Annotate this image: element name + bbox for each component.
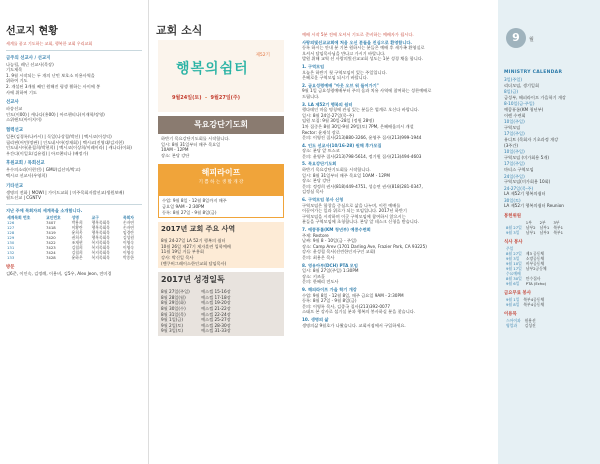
major-ministry-title: 2017년 교회 주요 사역 bbox=[158, 222, 284, 236]
happy-life-line: 금요일 9AM - 2:30PM bbox=[162, 203, 205, 209]
service-cell: 9월 17일 bbox=[506, 266, 522, 272]
service-cell: 남부3 bbox=[539, 230, 550, 236]
table-cell: 이영숙 bbox=[122, 240, 134, 246]
service-row bbox=[504, 302, 554, 307]
event-text: 유디트 (목회자 기초과정 개강 bbox=[504, 136, 559, 142]
announcement-line: 일시: 8월 31일부터 매주 목요일 10AM - 12PM bbox=[302, 172, 391, 178]
mission-line: 2. 개설된 3개월 째인 원해진 평생 뭘하는 사이에 봉 bbox=[6, 83, 101, 89]
announcement-list bbox=[296, 40, 496, 329]
thursday-prayer-body bbox=[158, 134, 284, 160]
service-cell: 소망공동체 bbox=[525, 256, 545, 262]
announcement-line: 드립니다. bbox=[302, 93, 320, 99]
table-cell: 행복목회목 bbox=[91, 230, 110, 236]
announcement-item bbox=[302, 102, 490, 141]
mission-section-heading: 기타선교 bbox=[6, 183, 23, 189]
calendar-event bbox=[504, 198, 594, 209]
happy-life-subtitle: 기 쁨 하 는 생 활 개 강 bbox=[198, 180, 244, 186]
service-section-title: 이용묵 bbox=[504, 312, 517, 318]
table-cell: 7423 bbox=[45, 245, 56, 251]
announcement-line: 장소: 본당 강단 bbox=[302, 178, 331, 184]
calendar-event bbox=[504, 149, 594, 160]
calendar-event bbox=[504, 131, 594, 148]
table-cell: 7419 bbox=[45, 230, 56, 236]
event-text: 구역모임(미가회용 10회) bbox=[504, 179, 551, 185]
table-row bbox=[6, 255, 142, 260]
service-cell: 9월 1일 bbox=[506, 297, 520, 303]
service-cell: 제3 공동체 bbox=[525, 251, 545, 257]
event-date: 24-27일(목-주) bbox=[504, 185, 534, 191]
mission-line: 스위랜드(아이지이) bbox=[6, 117, 42, 123]
mission-section-heading: 후원교회 / 목회선교 bbox=[6, 161, 45, 167]
month-suffix: 월 bbox=[529, 37, 534, 43]
announcement-line: 장소: Camp Arev (1701 Darling Ave, Frazier Park, CA 93225) bbox=[302, 243, 427, 249]
event-text: (3주간) bbox=[504, 142, 519, 148]
table-cell: 이영숙 bbox=[122, 250, 134, 256]
table-cell: 7420 bbox=[45, 235, 56, 241]
mission-line: 멕시코 선교사(우영희) bbox=[6, 172, 48, 178]
happy-life-line: 등록: 8월 27일 - 9월 8일(금) bbox=[162, 209, 217, 215]
thursday-line: 장소: 본당 강단 bbox=[161, 152, 190, 158]
happy-life-title: 해피라이프 bbox=[201, 168, 241, 178]
table-cell: 윤희옥 bbox=[71, 230, 83, 236]
announcement-line: 이끌어가는 일과 위로가 되는 모임입니다. 2017년 하반기 bbox=[302, 208, 407, 214]
visitors-heading: 방문 bbox=[6, 265, 15, 271]
table-cell: 7428 bbox=[45, 255, 56, 261]
announcement-line: 오늘은 하반기 첫 구역모임이 있는 주일입니다. bbox=[302, 69, 387, 75]
event-date: 8일(금) bbox=[504, 89, 519, 95]
news-column bbox=[150, 0, 292, 464]
announcement-item bbox=[302, 161, 490, 195]
ministry-line: 11월 19일 거듭 부흥회 bbox=[161, 249, 204, 255]
event-text: LA 제52기 행복의쉼터 bbox=[504, 191, 546, 197]
announcement-line: 문의: 최용은 목사 bbox=[302, 254, 335, 260]
announcement-line: 주제: Restore bbox=[302, 232, 329, 238]
table-cell: 박종한 bbox=[122, 255, 134, 261]
announcement-item bbox=[302, 40, 490, 62]
mission-line: 인도(이00) | 캐나다(홍00) | 아르헨티나(이재학/장영) bbox=[6, 111, 105, 117]
calendar-event bbox=[504, 119, 594, 130]
announcement-line: 임원 모집: 9월 30일-28일 (정원 28명) bbox=[302, 118, 374, 124]
announcement-item bbox=[302, 263, 490, 285]
service-cell: 9월 3일 bbox=[506, 256, 520, 262]
table-cell: 이영숙 bbox=[122, 245, 134, 251]
reading-passage: 예스겔 28-30장 bbox=[201, 322, 231, 328]
announcement-title: 4. 인도 선교사(10/16-28) 원해 후가모집 bbox=[302, 142, 382, 148]
event-date: 30일(토) bbox=[504, 197, 521, 203]
service-cell: 안수집사 bbox=[525, 276, 541, 282]
welcome-dates: 9월24일(토) - 9월27일(주) bbox=[172, 95, 241, 101]
service-cell bbox=[550, 302, 554, 307]
service-table bbox=[504, 220, 565, 235]
table-cell: 복지목회목 bbox=[91, 255, 110, 261]
table-cell: 박용희 bbox=[71, 220, 83, 226]
service-row bbox=[504, 323, 546, 328]
announcement-item bbox=[302, 197, 490, 225]
service-row bbox=[504, 281, 557, 286]
table-cell: 7407 bbox=[45, 220, 56, 226]
service-cell: 남부2공동체 bbox=[525, 266, 547, 272]
mission-line: 1. 9월 시작되는 두 개의 난민 보호소 미용사역을 bbox=[6, 72, 95, 78]
announcement-line: 장소: 키즈홀 bbox=[302, 273, 325, 279]
announcement-line: 수업: 9월 8일 - 12월 8일, 매주 금요일 9AM - 2:30PM bbox=[302, 292, 404, 298]
announcement-line: 문의: 이영진 집사(213)880-3266, 윤영주 집사(213)999-1944 bbox=[302, 135, 422, 141]
reading-passage: 예스겔 17-18장 bbox=[201, 294, 231, 300]
announcement-line: 김정심 목사 bbox=[302, 189, 324, 195]
calendar-events bbox=[498, 77, 600, 209]
announcement-line: 문의: 한혜리 전도사 bbox=[302, 279, 339, 285]
table-header-cell: 교인번호 bbox=[45, 215, 61, 221]
mission-line: 위하여 기도 bbox=[6, 78, 28, 84]
announcement-line: Rector: 윤재석 장로 bbox=[302, 129, 340, 135]
service-cell: 8월 27일 bbox=[506, 251, 522, 257]
bible-reading-title: 2017년 성경일독 bbox=[158, 272, 284, 287]
table-cell: 7422 bbox=[45, 240, 56, 246]
service-header-cell: 2부 bbox=[539, 220, 546, 226]
announcement-line: 발원 위해 교역 선 사랑의빛선교교회 성도는 1분 성경 채움 합니다. bbox=[302, 56, 424, 62]
service-cell: 비부공동체 bbox=[525, 261, 545, 267]
table-cell: 133 bbox=[7, 255, 15, 261]
table-cell: 임경란 bbox=[122, 230, 134, 236]
mission-sections bbox=[0, 55, 148, 201]
service-cell: 8월 27일 bbox=[506, 225, 522, 231]
mission-line: 우간다(이일호/김유림) | 아르헨티나 (배정가) bbox=[6, 150, 89, 156]
announcement-line: 문의: 정정희 권사(818)449-4751, 성승연 권사(818)281-0347, bbox=[302, 183, 423, 189]
mission-section-heading: 금주의 선교사 / 선교지 bbox=[6, 55, 51, 61]
ministry-line: 10월 26일 제27기 제자훈련 입학예배 bbox=[161, 243, 231, 249]
happy-life-banner bbox=[158, 164, 284, 195]
ministry-line: (밴쿠버그레이스한인교회 담임목사) bbox=[161, 260, 227, 266]
reading-date: 8월 29일(화) bbox=[161, 300, 186, 306]
service-cell bbox=[553, 281, 557, 286]
table-cell: 김성원 bbox=[122, 235, 134, 241]
welcome-date2: 9월27일(주) bbox=[210, 95, 241, 101]
reading-passage: 예스겔 21-22장 bbox=[201, 305, 231, 311]
service-cell: 남부1 bbox=[525, 230, 536, 236]
calendar-event bbox=[504, 77, 594, 88]
reading-passage: 예스겔 31-33장 bbox=[201, 328, 231, 334]
event-date: 10일(주일) bbox=[504, 119, 525, 125]
announcement-title: 9. 해피라이프 가을 학기 개강 bbox=[302, 286, 357, 292]
mission-line: 일본(김경록/나카시) | 독일(나상철/박선) | 멕시코(이성익) bbox=[6, 133, 112, 139]
announcement-line: 일시: 8월 27일(주일) 1:30PM bbox=[302, 268, 359, 274]
service-cell: 북부4공동체 bbox=[523, 297, 545, 303]
announcement-item bbox=[302, 64, 490, 81]
event-text: 구역모임 bbox=[504, 124, 521, 130]
service-cell: 9월 8일 bbox=[506, 302, 520, 308]
service-cell: 9월 3일 bbox=[506, 230, 520, 236]
table-cell: 손자연 bbox=[122, 225, 134, 231]
service-cell: 주일 bbox=[506, 246, 514, 252]
intro-line: 예배 시작 5분 전에 오셔서 기도로 준비하는 예배자가 됩시다. bbox=[302, 32, 414, 37]
event-date: 10일(주일) bbox=[504, 149, 525, 155]
bible-reading-body bbox=[158, 287, 284, 336]
announcement-line: 날짜: 9월 8 - 10일(금 - 주일) bbox=[302, 238, 357, 244]
event-text: 이렌 수련회 bbox=[504, 112, 526, 118]
table-header-cell: 성명 bbox=[71, 215, 79, 221]
table-cell: 130 bbox=[7, 240, 15, 246]
announcement-item bbox=[302, 83, 490, 100]
announcement-line: 문의: 윤영주 집사(213)798-5614, 정기원 집사(213)494-4603 bbox=[302, 153, 422, 159]
event-date: 17일(주일) bbox=[504, 131, 525, 137]
event-date: 8-10일(금-주일) bbox=[504, 101, 535, 107]
announcement-line: 행다테인 마음 명칭에 관심 있는 분들은 업계로 오신다 바랍니다. bbox=[302, 107, 420, 113]
mission-tagline: 세계를 품고 기도하는 교회, 행복한 교회 우리교회 bbox=[6, 41, 93, 46]
reading-row bbox=[161, 328, 281, 334]
thursday-line: 하반기 목요강단기도회를 시작합니다. bbox=[161, 136, 230, 141]
service-cell: 영업과 bbox=[506, 323, 518, 329]
table-cell: 이황란 bbox=[71, 225, 83, 231]
service-cell: 수요예배 bbox=[506, 271, 521, 277]
event-text: 구역모임 (미가회용 5개) bbox=[504, 154, 550, 160]
service-cell: 남부2 bbox=[525, 225, 536, 231]
reading-date: 9월 1일(금) bbox=[161, 317, 184, 323]
calendar-title: MINISTRY CALENDAR bbox=[504, 70, 563, 75]
table-caption: 지난 주에 목회자의 세계목을 소개합니다. bbox=[6, 207, 83, 213]
service-table bbox=[504, 297, 554, 307]
reading-date: 8월 31일(목) bbox=[161, 311, 186, 317]
reading-date: 8월 28일(월) bbox=[161, 294, 186, 300]
announcement-title: 3. LA 제52기 행복의 쉼터 bbox=[302, 101, 353, 107]
announcement-line: 문의: 이영록 목사, 김종국 집사(213)392-0077 bbox=[302, 303, 391, 309]
mission-line: 생명의 전화 | MOWI | 가이드교회 | 미주목회자발선교(생원보배) bbox=[6, 189, 125, 195]
table-cell: 김철희 bbox=[71, 245, 83, 251]
table-cell: 127 bbox=[7, 225, 15, 231]
service-header-cell: 3부 bbox=[553, 220, 560, 226]
mission-line: 우수의소리(이현진) | GMU(김선미/박고) bbox=[6, 167, 81, 173]
table-cell: 손자연 bbox=[122, 220, 134, 226]
welcome-date1: 9월24일(토) bbox=[172, 95, 202, 101]
reading-date: 8월 30일(수) bbox=[161, 305, 186, 311]
table-cell: 조재현 bbox=[71, 240, 83, 246]
table-header-cell: 세계목회 번호 bbox=[7, 215, 31, 221]
ministry-line: 8월 24-27일 LA 52기 행복의 쉼터 bbox=[161, 238, 226, 244]
announcement-title: 8. 영유아부(DCH) PTA 모임 bbox=[302, 262, 358, 268]
announcement-line: 장소: 분당 앞 뜨스코 bbox=[302, 148, 340, 154]
service-sections bbox=[498, 213, 600, 328]
service-table bbox=[504, 318, 546, 328]
happy-life-body bbox=[158, 195, 284, 218]
calendar-event bbox=[504, 186, 594, 197]
welcome-num: 제52기 bbox=[255, 53, 270, 58]
announcement-line: 1차 집중은 8월 30일-9월 29일(토) 7PM, 은혜배움의시 개설 bbox=[302, 123, 414, 129]
table-cell: 132 bbox=[7, 250, 15, 256]
mission-line: 사에 위하여 기도 bbox=[6, 89, 37, 95]
reading-date: 8월 27일(주일) bbox=[161, 289, 190, 295]
event-text: 예콩퓨롬(KM 청년부) bbox=[504, 106, 544, 112]
announcement-title: 사랑의빛선교교회에 처음 오신 분들을 진심으로 환영합니다. bbox=[302, 39, 413, 45]
announcement-line: 구역모임을 시작하며 이곳 구역모임에 참여하시 않으시는 bbox=[302, 213, 406, 219]
service-cell: 원용선 bbox=[524, 318, 536, 324]
thursday-prayer-title: 목요강단기도회 bbox=[158, 116, 284, 134]
calendar-event bbox=[504, 174, 594, 185]
announcement-line: 등록 하시는 안내 분 기본 원하시는 분들은 예배 후 새가족 환영실로 bbox=[302, 45, 425, 51]
announcement-item bbox=[302, 287, 490, 315]
welcome-title: 행복의쉼터 bbox=[176, 61, 249, 77]
service-header-cell: 1부 bbox=[525, 220, 532, 226]
announcement-line: 구역모임은 합창을 중심으로 삶을 나누며, 이런 예배를 bbox=[302, 202, 401, 208]
mission-section-heading: 선교사 bbox=[6, 100, 19, 106]
mission-line: 필리핀(어민/정판) | 인도네시아(정재회) | 멕시코(진영대/김지현) bbox=[6, 139, 124, 145]
divider bbox=[6, 204, 142, 205]
mission-title: 선교지 현황 bbox=[6, 26, 58, 37]
event-date: 3일(주일) bbox=[504, 77, 523, 82]
mission-line: 기도제목 bbox=[6, 67, 23, 73]
reading-passage: 예스겔 19-20장 bbox=[201, 300, 231, 306]
announcement-title: 1. 구역모임 bbox=[302, 63, 325, 69]
service-cell: PTA (Echo) bbox=[525, 281, 547, 287]
announcement-item bbox=[302, 227, 490, 261]
announcement-title: 10. 생명의 삶 bbox=[302, 316, 329, 322]
visitors-list: 김6준, 이인숙, 김정례, 이용비, 김5우, Alex Jeon, 전미경 bbox=[6, 271, 112, 277]
announcement-line: 강사: 윤성철 목사(선린한인지구인 교회) bbox=[302, 249, 376, 255]
ministry-line: 강사: 박신일 목사 bbox=[161, 254, 194, 260]
service-cell: 남부1 bbox=[539, 225, 550, 231]
reading-passage: 예스겔 25-27장 bbox=[201, 317, 231, 323]
table-cell: 7424 bbox=[45, 250, 56, 256]
service-cell bbox=[542, 323, 546, 328]
service-section-title: 금요무료 봉사 bbox=[504, 291, 531, 297]
mission-section-heading: 협력선교 bbox=[6, 127, 23, 133]
mission-column bbox=[0, 0, 149, 464]
event-date: 24일(주일) bbox=[504, 173, 525, 179]
month-number: 9 bbox=[506, 28, 526, 48]
reading-date: 9월 3일(토) bbox=[161, 328, 184, 334]
table-cell: 128 bbox=[7, 230, 15, 236]
calendar-event bbox=[504, 89, 594, 100]
news-title: 교회 소식 bbox=[156, 24, 203, 37]
table-cell: 복지목회목 bbox=[91, 245, 110, 251]
welcome-rest-banner bbox=[158, 40, 284, 112]
service-cell: 9월 6일 bbox=[506, 281, 520, 287]
table-cell: 126 bbox=[7, 220, 15, 226]
table-cell: 김철희 bbox=[71, 250, 83, 256]
event-text: 마티스 구역모임 bbox=[504, 166, 534, 172]
divider bbox=[6, 50, 142, 51]
table-cell: 129 bbox=[7, 235, 15, 241]
announcement-item bbox=[302, 317, 490, 328]
service-cell: 북부1 bbox=[553, 225, 564, 231]
reading-passage: 예스겔 22-24장 bbox=[201, 311, 231, 317]
service-section-title: 봉헌위원 bbox=[504, 214, 521, 220]
announcement-line: 등록: 8월 27일 - 9월 8일(금) bbox=[302, 298, 357, 304]
announcement-line: 분들을 구역모임에 초청합니다. 본당 앞 데스크 신청을 받습니다. bbox=[302, 219, 420, 225]
table-header-cell: 목회자 bbox=[122, 215, 134, 221]
event-text: 금성부, 해피라이프 가을학기 개강 bbox=[504, 94, 566, 100]
service-cell: 8월 30일 bbox=[506, 276, 522, 282]
ministry-calendar-column bbox=[498, 0, 600, 464]
thursday-line: 10AM - 12PM bbox=[161, 147, 189, 153]
announcement-line: 은혜로운 구역모임 되시기 바랍니다. bbox=[302, 75, 369, 81]
table-header-cell: 교구 bbox=[91, 215, 99, 221]
reading-passage: 예스겔 15-16장 bbox=[201, 289, 231, 295]
service-cell: 9월 10일 bbox=[506, 261, 522, 267]
announcement-item bbox=[302, 143, 490, 160]
mission-line: 나눔될, 레닌 선교사(목장) bbox=[6, 61, 54, 67]
major-ministry-body bbox=[158, 236, 284, 268]
service-section-title: 식사 봉사 bbox=[504, 240, 523, 246]
event-date: 17일(주일) bbox=[504, 161, 525, 167]
announcement-line: 오셔서 담임목사님을 만나고 가시기 바랍니다. bbox=[302, 50, 386, 56]
announcement-title: 5. 목요강단기도회 bbox=[302, 161, 337, 167]
announcement-title: 7. 에콩퓨롬(KM 청년부) 예콩수련회 bbox=[302, 227, 371, 232]
table-cell: 윤하은 bbox=[71, 255, 83, 261]
reading-date: 9월 2일(토) bbox=[161, 322, 184, 328]
announcements-column bbox=[296, 0, 496, 464]
table-cell: 131 bbox=[7, 245, 15, 251]
announcement-line: 하반기 목요강단기도회를 시작합니다. bbox=[302, 167, 371, 173]
event-text: 리더모임, 생기일회 bbox=[504, 82, 540, 88]
table-cell: 행복목회목 bbox=[91, 220, 110, 226]
calendar-event bbox=[504, 101, 594, 118]
table-cell: 행복목회목 bbox=[91, 225, 110, 231]
table-cell: 행복목회목 bbox=[91, 235, 110, 241]
service-cell: 스아이과 bbox=[506, 318, 521, 324]
service-cell: 북부4공동체 bbox=[523, 302, 545, 308]
event-text: LA 제52기 행복의쉼터 Reunion bbox=[504, 203, 564, 209]
thursday-line: 일시: 8월 31일부터 매주 목요일 bbox=[161, 141, 221, 147]
announcement-title: 6. 구역모임 봉사 신청 bbox=[302, 197, 344, 203]
table-cell: 복지목회목 bbox=[91, 240, 110, 246]
announcement-line: 스태프 본 강사로 섬기실 분과 행복의 봉사하실 분을 찾습니다. bbox=[302, 309, 416, 315]
mission-line: 파송선교 bbox=[6, 106, 23, 112]
announcement-title: 2. 금요성령예배 "아웃 오브 워 들어가기" bbox=[302, 82, 379, 88]
table-cell: 7418 bbox=[45, 225, 56, 231]
service-table bbox=[504, 246, 557, 286]
service-cell: 북부1 bbox=[553, 230, 564, 236]
announcement-line: 생명의삶 9월호가 나왔습니다. 교회서점에서 구입하세요. bbox=[302, 322, 406, 328]
mission-line: 월드선교 | CGNTV bbox=[6, 195, 41, 201]
happy-life-line: 수업: 9월 8일 - 12월 8일까지 매주 bbox=[162, 198, 227, 204]
member-table bbox=[6, 215, 142, 260]
mission-line: 인도네시아(윤철희/박현희) | 멕시코(이상희/이레이라) | 캐나다(이화) bbox=[6, 145, 132, 151]
table-cell: 복지목회목 bbox=[91, 250, 110, 256]
service-cell: 김성진 bbox=[524, 323, 536, 329]
table-cell: 권희옥 bbox=[71, 235, 83, 241]
calendar-event bbox=[504, 161, 594, 172]
announcement-line: 9월 1일 금요성령예배부터 주의 음과 치유 사역에 참여하는 성찬예배로 bbox=[302, 88, 432, 94]
service-row bbox=[504, 230, 565, 235]
announcement-line: 일시: 8월 24일-27일(목-주) bbox=[302, 112, 354, 118]
